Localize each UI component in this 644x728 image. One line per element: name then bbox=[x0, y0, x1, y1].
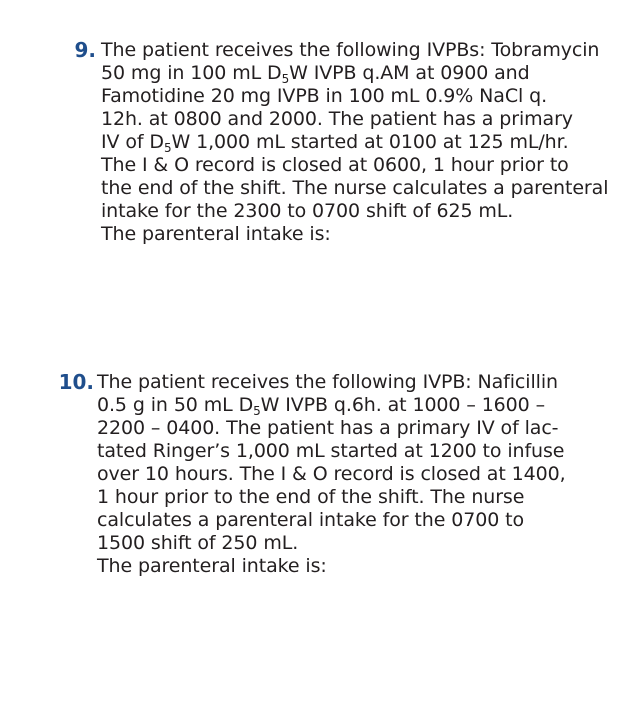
question-text-line: The patient receives the following IVPBs: Tobramycin bbox=[101, 39, 600, 61]
question-prompt: The parenteral intake is: bbox=[101, 223, 331, 245]
question-text-line: IV of $D_5W$ 1,000 mL started at 0100 at 125 mL/hr. bbox=[101, 131, 569, 155]
question-text-line: The patient receives the following IVPB: Naficillin bbox=[97, 371, 558, 393]
question-text-line: The I & O record is closed at 0600, 1 hour prior to bbox=[101, 154, 569, 176]
question-text-line: the end of the shift. The nurse calculates a parenteral bbox=[101, 177, 609, 199]
question-text-line: 50 mg in 100 mL $D_5W$ IVPB q.AM at 0900 and bbox=[101, 62, 530, 86]
subscript: 5 bbox=[163, 141, 172, 155]
question-text-line: 12h. at 0800 and 2000. The patient has a primary bbox=[101, 108, 573, 130]
question-text-line: over 10 hours. The I & O record is closed at 1400, bbox=[97, 463, 566, 485]
question-text-line: Famotidine 20 mg IVPB in 100 mL 0.9% NaCl q. bbox=[101, 85, 548, 107]
question-text-line: calculates a parenteral intake for the 0700 to bbox=[97, 509, 525, 531]
subscript: 5 bbox=[281, 72, 290, 86]
question-text-line: 1500 shift of 250 mL. bbox=[97, 532, 299, 554]
question-text-line: 0.5 g in 50 mL $D_5W$ IVPB q.6h. at 1000 – 1600 – bbox=[97, 394, 545, 418]
subscript: 5 bbox=[253, 404, 261, 418]
question-text-line: 1 hour prior to the end of the shift. The nurse bbox=[97, 486, 525, 508]
question-text-line: intake for the 2300 to 0700 shift of 625 mL. bbox=[101, 200, 514, 222]
question-text-line: 2200 – 0400. The patient has a primary IV of lac- bbox=[97, 417, 559, 439]
question-number: 9. bbox=[74, 38, 96, 62]
question-number: 10. bbox=[58, 370, 94, 394]
question-prompt: The parenteral intake is: bbox=[97, 555, 327, 577]
question-text-line: tated Ringer’s 1,000 mL started at 1200 to infuse bbox=[97, 440, 565, 462]
